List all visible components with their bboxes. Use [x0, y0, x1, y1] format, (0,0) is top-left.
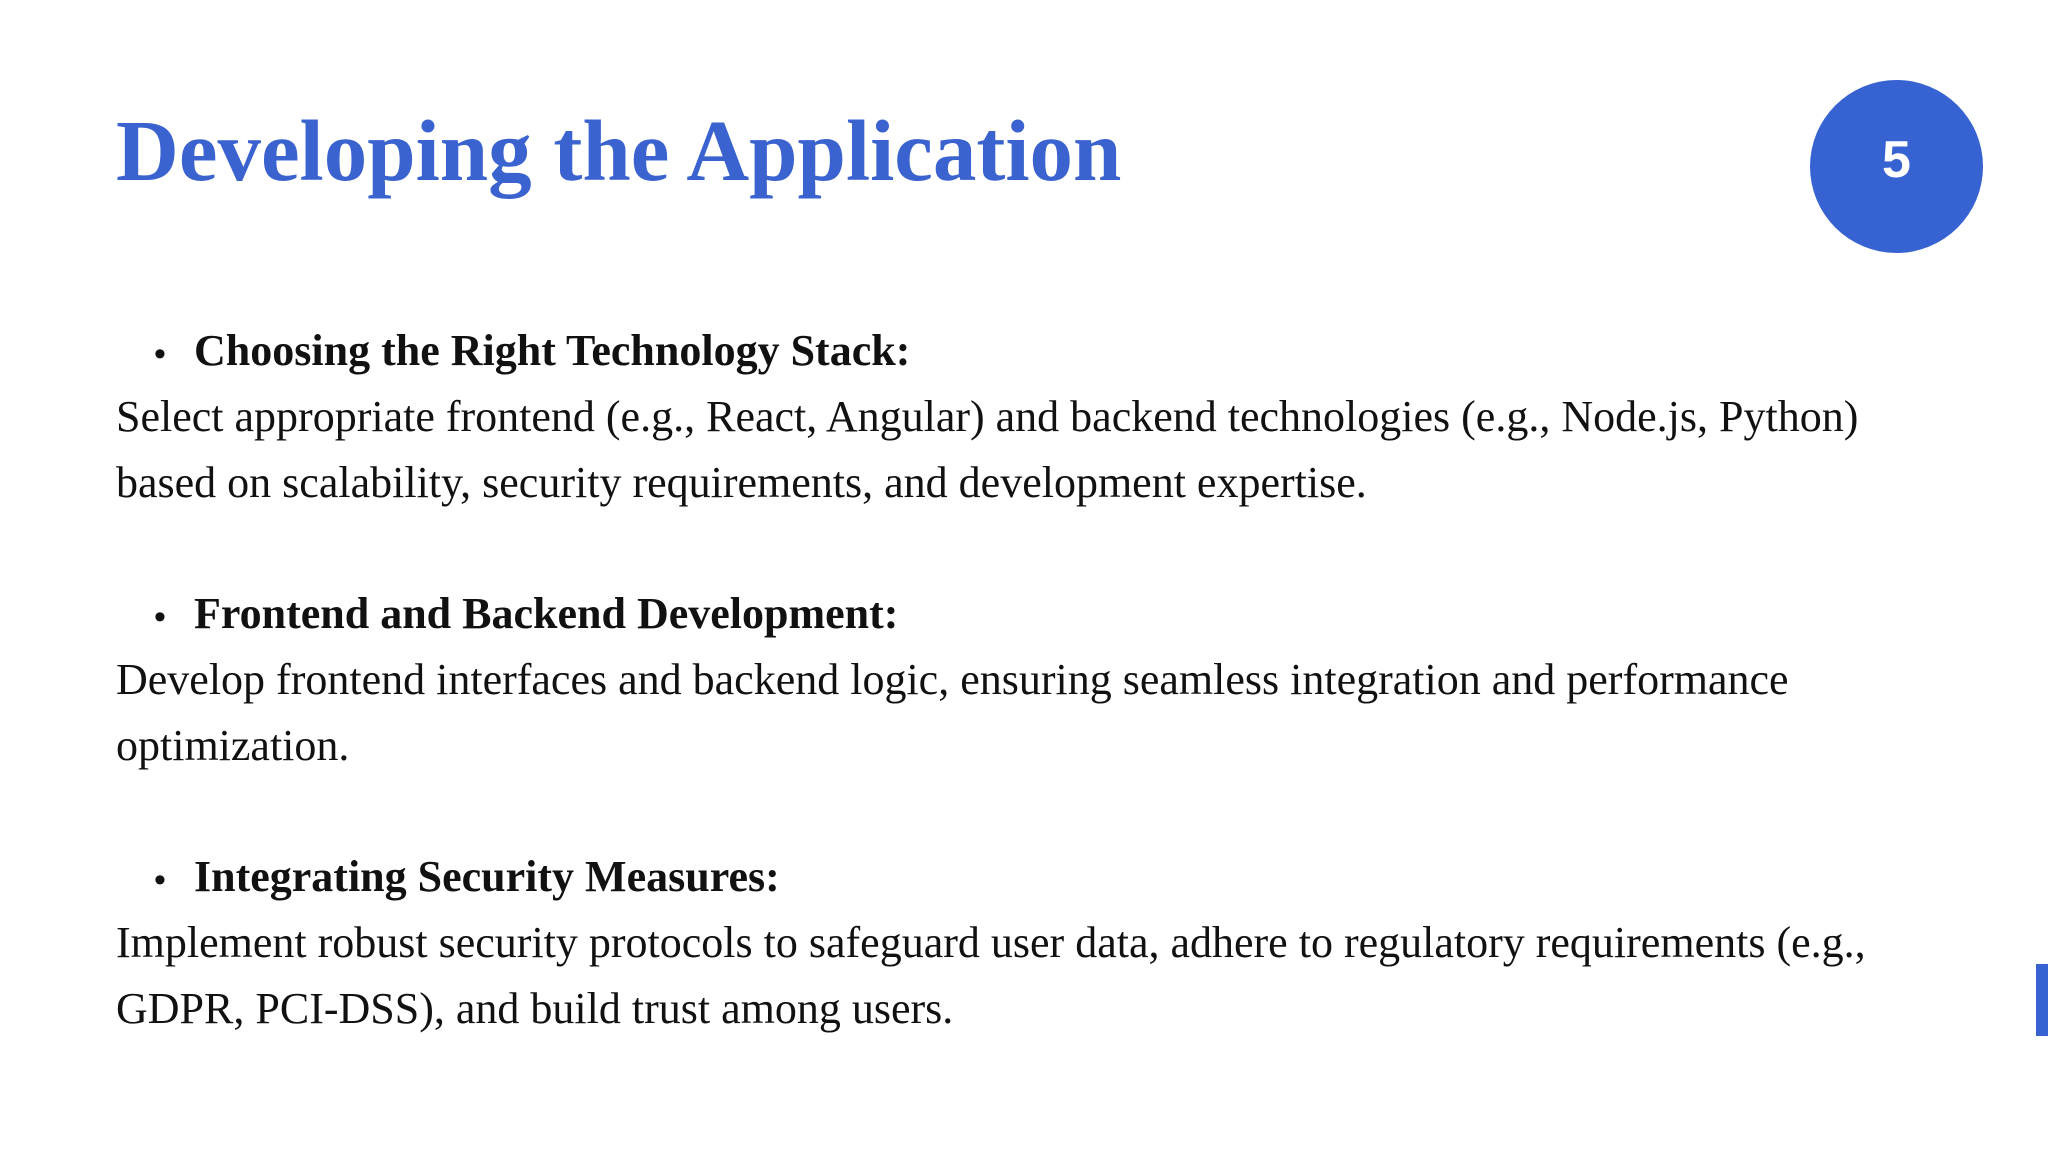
- page-number-badge: [1810, 80, 1983, 253]
- section-technology-stack: [116, 318, 1916, 516]
- page-number: 5: [1882, 130, 1911, 189]
- bullet-icon: •: [154, 861, 166, 899]
- bullet-line: [116, 581, 1916, 647]
- slide-title: Developing the Application: [116, 102, 1122, 199]
- slide-content: [116, 318, 1916, 1107]
- section-heading: Frontend and Backend Development:: [194, 589, 899, 638]
- bullet-icon: •: [154, 598, 166, 636]
- edge-accent-bar: [2036, 964, 2048, 1036]
- section-heading: Integrating Security Measures:: [194, 852, 780, 901]
- bullet-icon: •: [154, 335, 166, 373]
- bullet-line: [116, 318, 1916, 384]
- section-body: Develop frontend interfaces and backend logic, ensuring seamless integration and performance optimization.: [116, 655, 1789, 770]
- section-body: Select appropriate frontend (e.g., React, Angular) and backend technologies (e.g., Node.js, Python) based on scalability, security requirements, and development expertise.: [116, 392, 1859, 507]
- bullet-line: [116, 844, 1916, 910]
- section-heading: Choosing the Right Technology Stack:: [194, 326, 911, 375]
- section-security-measures: [116, 844, 1916, 1042]
- section-frontend-backend: [116, 581, 1916, 779]
- section-body: Implement robust security protocols to safeguard user data, adhere to regulatory requirements (e.g., GDPR, PCI-DSS), and build trust among users.: [116, 918, 1866, 1033]
